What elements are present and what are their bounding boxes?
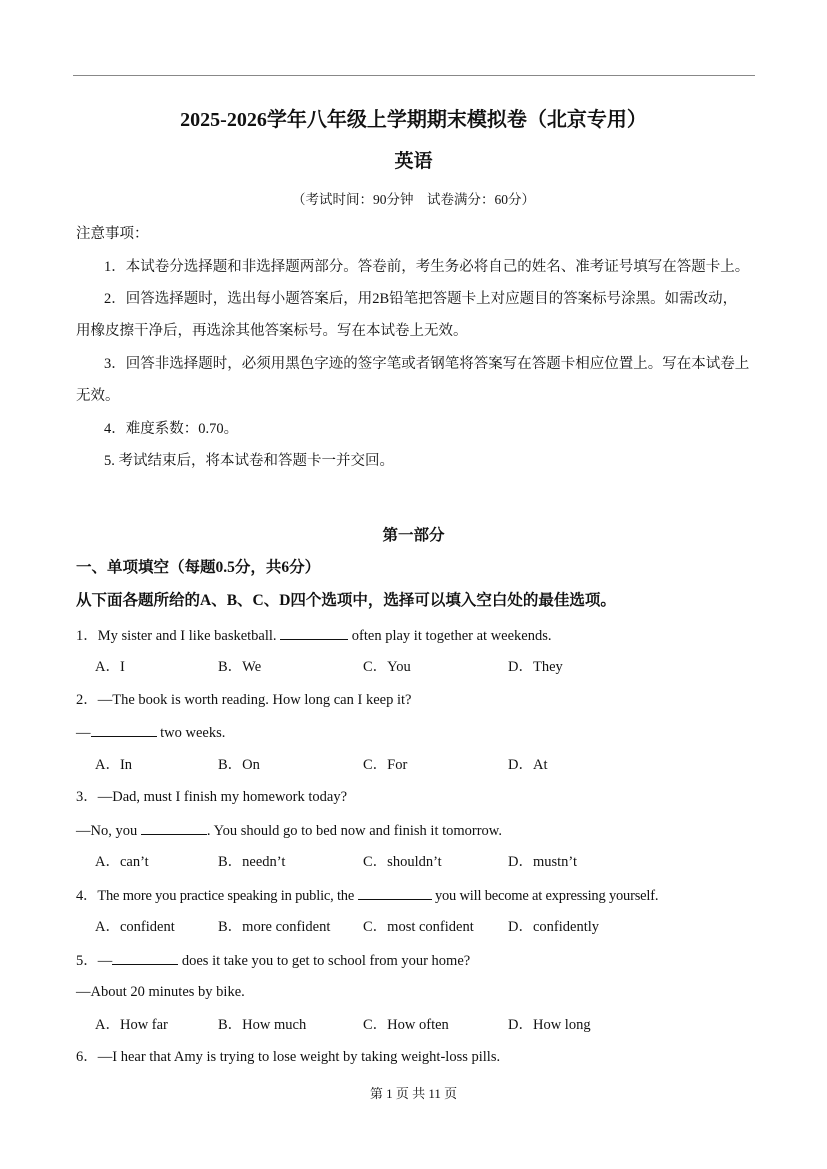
q-text: —: [76, 725, 91, 741]
question-2-reply: [76, 722, 225, 743]
question-1: [76, 625, 552, 646]
note-4: 4．难度系数：0.70。: [104, 421, 239, 437]
q-text: . You should go to bed now and finish it tomorrow.: [206, 823, 502, 839]
q-text: two weeks.: [156, 725, 226, 741]
option-c: C．For: [363, 757, 408, 773]
part-title: 第一部分: [382, 527, 445, 544]
exam-info: （考试时间：90分钟 试卷满分：60分）: [292, 192, 535, 207]
option-c: C．You: [363, 659, 411, 675]
subject-title: 英语: [394, 151, 433, 172]
note-3-cont: 无效。: [76, 388, 120, 404]
option-a: A．How far: [95, 1017, 168, 1033]
question-3-reply: [76, 820, 502, 841]
notes-heading: 注意事项：: [76, 226, 149, 242]
answer-blank: [112, 950, 178, 965]
answer-blank: [91, 722, 157, 737]
note-5: 5. 考试结束后，将本试卷和答题卡一并交回。: [104, 453, 394, 469]
question-5-reply: —About 20 minutes by bike.: [76, 984, 245, 1000]
q-text: 5．—: [76, 953, 113, 969]
option-a: A．confident: [95, 919, 175, 935]
note-1: 1．本试卷分选择题和非选择题两部分。答卷前，考生务必将自己的姓名、准考证号填写在答题卡上。: [104, 259, 750, 275]
option-d: D．How long: [508, 1017, 591, 1033]
exam-title: 2025-2026学年八年级上学期期末模拟卷（北京专用）: [180, 109, 647, 131]
question-2: 2．—The book is worth reading. How long can I keep it?: [76, 692, 412, 708]
option-b: B．On: [218, 757, 260, 773]
option-b: B．We: [218, 659, 262, 675]
question-3: 3．—Dad, must I finish my homework today?: [76, 789, 348, 805]
q-text: often play it together at weekends.: [348, 628, 552, 644]
section-title: 一、单项填空（每题0.5分，共6分）: [76, 559, 321, 576]
answer-blank: [141, 820, 207, 835]
q-text: —No, you: [76, 823, 141, 839]
note-3: 3．回答非选择题时，必须用黑色字迹的签字笔或者钢笔将答案写在答题卡相应位置上。写在本试卷上: [104, 356, 750, 372]
answer-blank: [280, 625, 348, 640]
q-text: does it take you to get to school from your home?: [178, 953, 471, 969]
page-footer: 第 1 页 共 11 页: [369, 1086, 458, 1101]
note-2: 2．回答选择题时，选出每小题答案后，用2B铅笔把答题卡上对应题目的答案标号涂黑。如需改动，: [104, 291, 738, 307]
option-d: D．confidently: [508, 919, 600, 935]
q-text: 1．My sister and I like basketball.: [76, 628, 281, 644]
instruction: 从下面各题所给的A、B、C、D四个选项中，选择可以填入空白处的最佳选项。: [76, 592, 616, 609]
question-5: [76, 950, 470, 971]
question-4: [76, 885, 658, 906]
option-c: C．shouldn’t: [363, 854, 442, 870]
option-b: B．needn’t: [218, 854, 286, 870]
q-text: 4．The more you practice speaking in public, the: [76, 888, 358, 904]
question-6: 6．—I hear that Amy is trying to lose weight by taking weight-loss pills.: [76, 1049, 501, 1065]
header-rule: [73, 75, 755, 76]
option-a: A．can’t: [95, 854, 149, 870]
option-b: B．How much: [218, 1017, 307, 1033]
option-a: A．I: [95, 659, 125, 675]
option-a: A．In: [95, 757, 133, 773]
note-2-cont: 用橡皮擦干净后，再选涂其他答案标号。写在本试卷上无效。: [76, 323, 468, 339]
q-text: you will become at expressing yourself.: [431, 888, 659, 904]
option-c: C．most confident: [363, 919, 474, 935]
option-b: B．more confident: [218, 919, 331, 935]
answer-blank: [358, 885, 432, 900]
option-c: C．How often: [363, 1017, 449, 1033]
option-d: D．At: [508, 757, 548, 773]
option-d: D．They: [508, 659, 563, 675]
option-d: D．mustn’t: [508, 854, 578, 870]
